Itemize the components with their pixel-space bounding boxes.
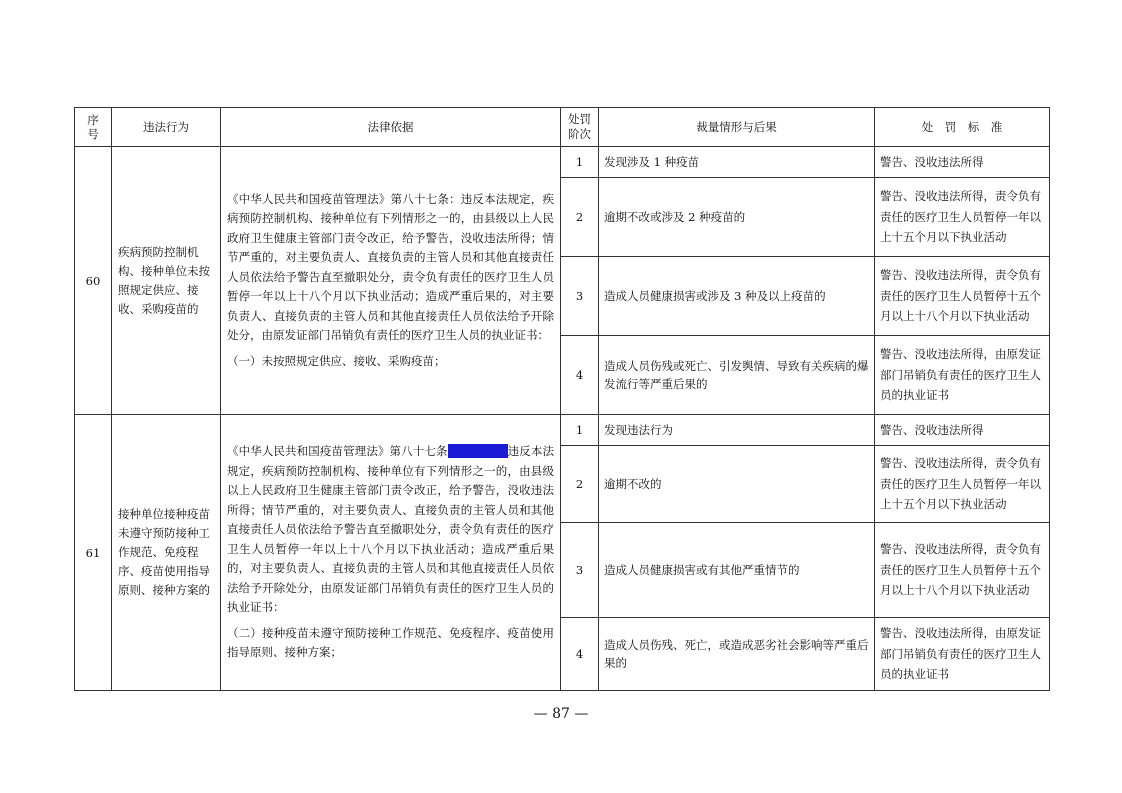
row-seq: 61 xyxy=(75,415,112,691)
level-standard: 警告、没收违法所得 xyxy=(875,147,1050,178)
row-seq: 60 xyxy=(75,147,112,415)
header-seq: 序 号 xyxy=(75,108,112,147)
level-circumstance: 造成人员伤残、死亡，或造成恶劣社会影响等严重后果的 xyxy=(599,618,875,691)
row-legal-basis xyxy=(221,415,561,691)
level-circumstance: 逾期不改或涉及 2 种疫苗的 xyxy=(599,178,875,257)
level-number: 2 xyxy=(561,178,599,257)
page-number: — 87 — xyxy=(533,706,589,722)
basis-item: （一）未按照规定供应、接收、采购疫苗； xyxy=(227,353,446,368)
level-circumstance: 逾期不改的 xyxy=(599,446,875,523)
row-violation: 疾病预防控制机构、接种单位未按照规定供应、接收、采购疫苗的 xyxy=(112,147,221,415)
header-level: 处罚 阶次 xyxy=(561,108,599,147)
table-row xyxy=(75,415,1050,446)
header-basis: 法律依据 xyxy=(221,108,561,147)
level-standard: 警告、没收违法所得，责令负有责任的医疗卫生人员暂停十五个月以上十八个月以下执业活动 xyxy=(875,523,1050,618)
row-legal-basis xyxy=(221,147,561,415)
level-standard: 警告、没收违法所得，责令负有责任的医疗卫生人员暂停十五个月以上十八个月以下执业活动 xyxy=(875,257,1050,336)
table-row xyxy=(75,147,1050,178)
basis-item: （二）接种疫苗未遵守预防接种工作规范、免疫程序、疫苗使用指导原则、接种方案； xyxy=(227,625,554,660)
level-circumstance: 造成人员伤残或死亡、引发舆情、导致有关疾病的爆发流行等严重后果的 xyxy=(599,336,875,415)
penalty-standard-table xyxy=(74,107,1050,691)
level-standard: 警告、没收违法所得，责令负有责任的医疗卫生人员暂停一年以上十五个月以下执业活动 xyxy=(875,446,1050,523)
level-number: 4 xyxy=(561,336,599,415)
level-number: 3 xyxy=(561,257,599,336)
redaction-highlight: （二）项： xyxy=(448,444,507,459)
level-circumstance: 发现违法行为 xyxy=(599,415,875,446)
level-circumstance: 造成人员健康损害或涉及 3 种及以上疫苗的 xyxy=(599,257,875,336)
table-header-row xyxy=(75,108,1050,147)
level-standard: 警告、没收违法所得，责令负有责任的医疗卫生人员暂停一年以上十五个月以下执业活动 xyxy=(875,178,1050,257)
row-violation: 接种单位接种疫苗未遵守预防接种工作规范、免疫程序、疫苗使用指导原则、接种方案的 xyxy=(112,415,221,691)
header-circumstance: 裁量情形与后果 xyxy=(599,108,875,147)
basis-text xyxy=(227,442,554,618)
level-standard: 警告、没收违法所得 xyxy=(875,415,1050,446)
basis-body: 违反本法规定，疾病预防控制机构、接种单位有下列情形之一的，由县级以上人民政府卫生健康主管部门责令改正，给予警告，没收违法所得；情节严重的，对主要负责人、直接负责的主管人员和其他直接责任人员依法给予警告直至撤职处分，责令负有责任的医疗卫生人员暂停一年以上十八个月以下执业活动；造成严重后果的，对主要负责人、直接负责的主管人员和其他直接责任人员依法给予开除处分，由原发证部门吊销负有责任的医疗卫生人员的执业证书： xyxy=(227,444,555,615)
level-number: 2 xyxy=(561,446,599,523)
header-standard: 处 罚 标 准 xyxy=(875,108,1050,147)
header-violation: 违法行为 xyxy=(112,108,221,147)
basis-text: 《中华人民共和国疫苗管理法》第八十七条：违反本法规定，疾病预防控制机构、接种单位有下列情形之一的，由县级以上人民政府卫生健康主管部门责令改正，给予警告，没收违法所得；情节严重的，对主要负责人、直接负责的主管人员和其他直接责任人员依法给予警告直至撤职处分，责令负有责任的医疗卫生人员暂停一年以上十八个月以下执业活动；造成严重后果的，对主要负责人、直接负责的主管人员和其他直接责任人员依法给予开除处分，由原发证部门吊销负有责任的医疗卫生人员的执业证书： xyxy=(227,191,554,343)
level-number: 3 xyxy=(561,523,599,618)
basis-prefix: 《中华人民共和国疫苗管理法》第八十七条 xyxy=(227,444,448,459)
level-circumstance: 造成人员健康损害或有其他严重情节的 xyxy=(599,523,875,618)
level-number: 1 xyxy=(561,415,599,446)
level-standard: 警告、没收违法所得，由原发证部门吊销负有责任的医疗卫生人员的执业证书 xyxy=(875,336,1050,415)
level-number: 1 xyxy=(561,147,599,178)
level-number: 4 xyxy=(561,618,599,691)
level-circumstance: 发现涉及 1 种疫苗 xyxy=(599,147,875,178)
level-standard: 警告、没收违法所得，由原发证部门吊销负有责任的医疗卫生人员的执业证书 xyxy=(875,618,1050,691)
